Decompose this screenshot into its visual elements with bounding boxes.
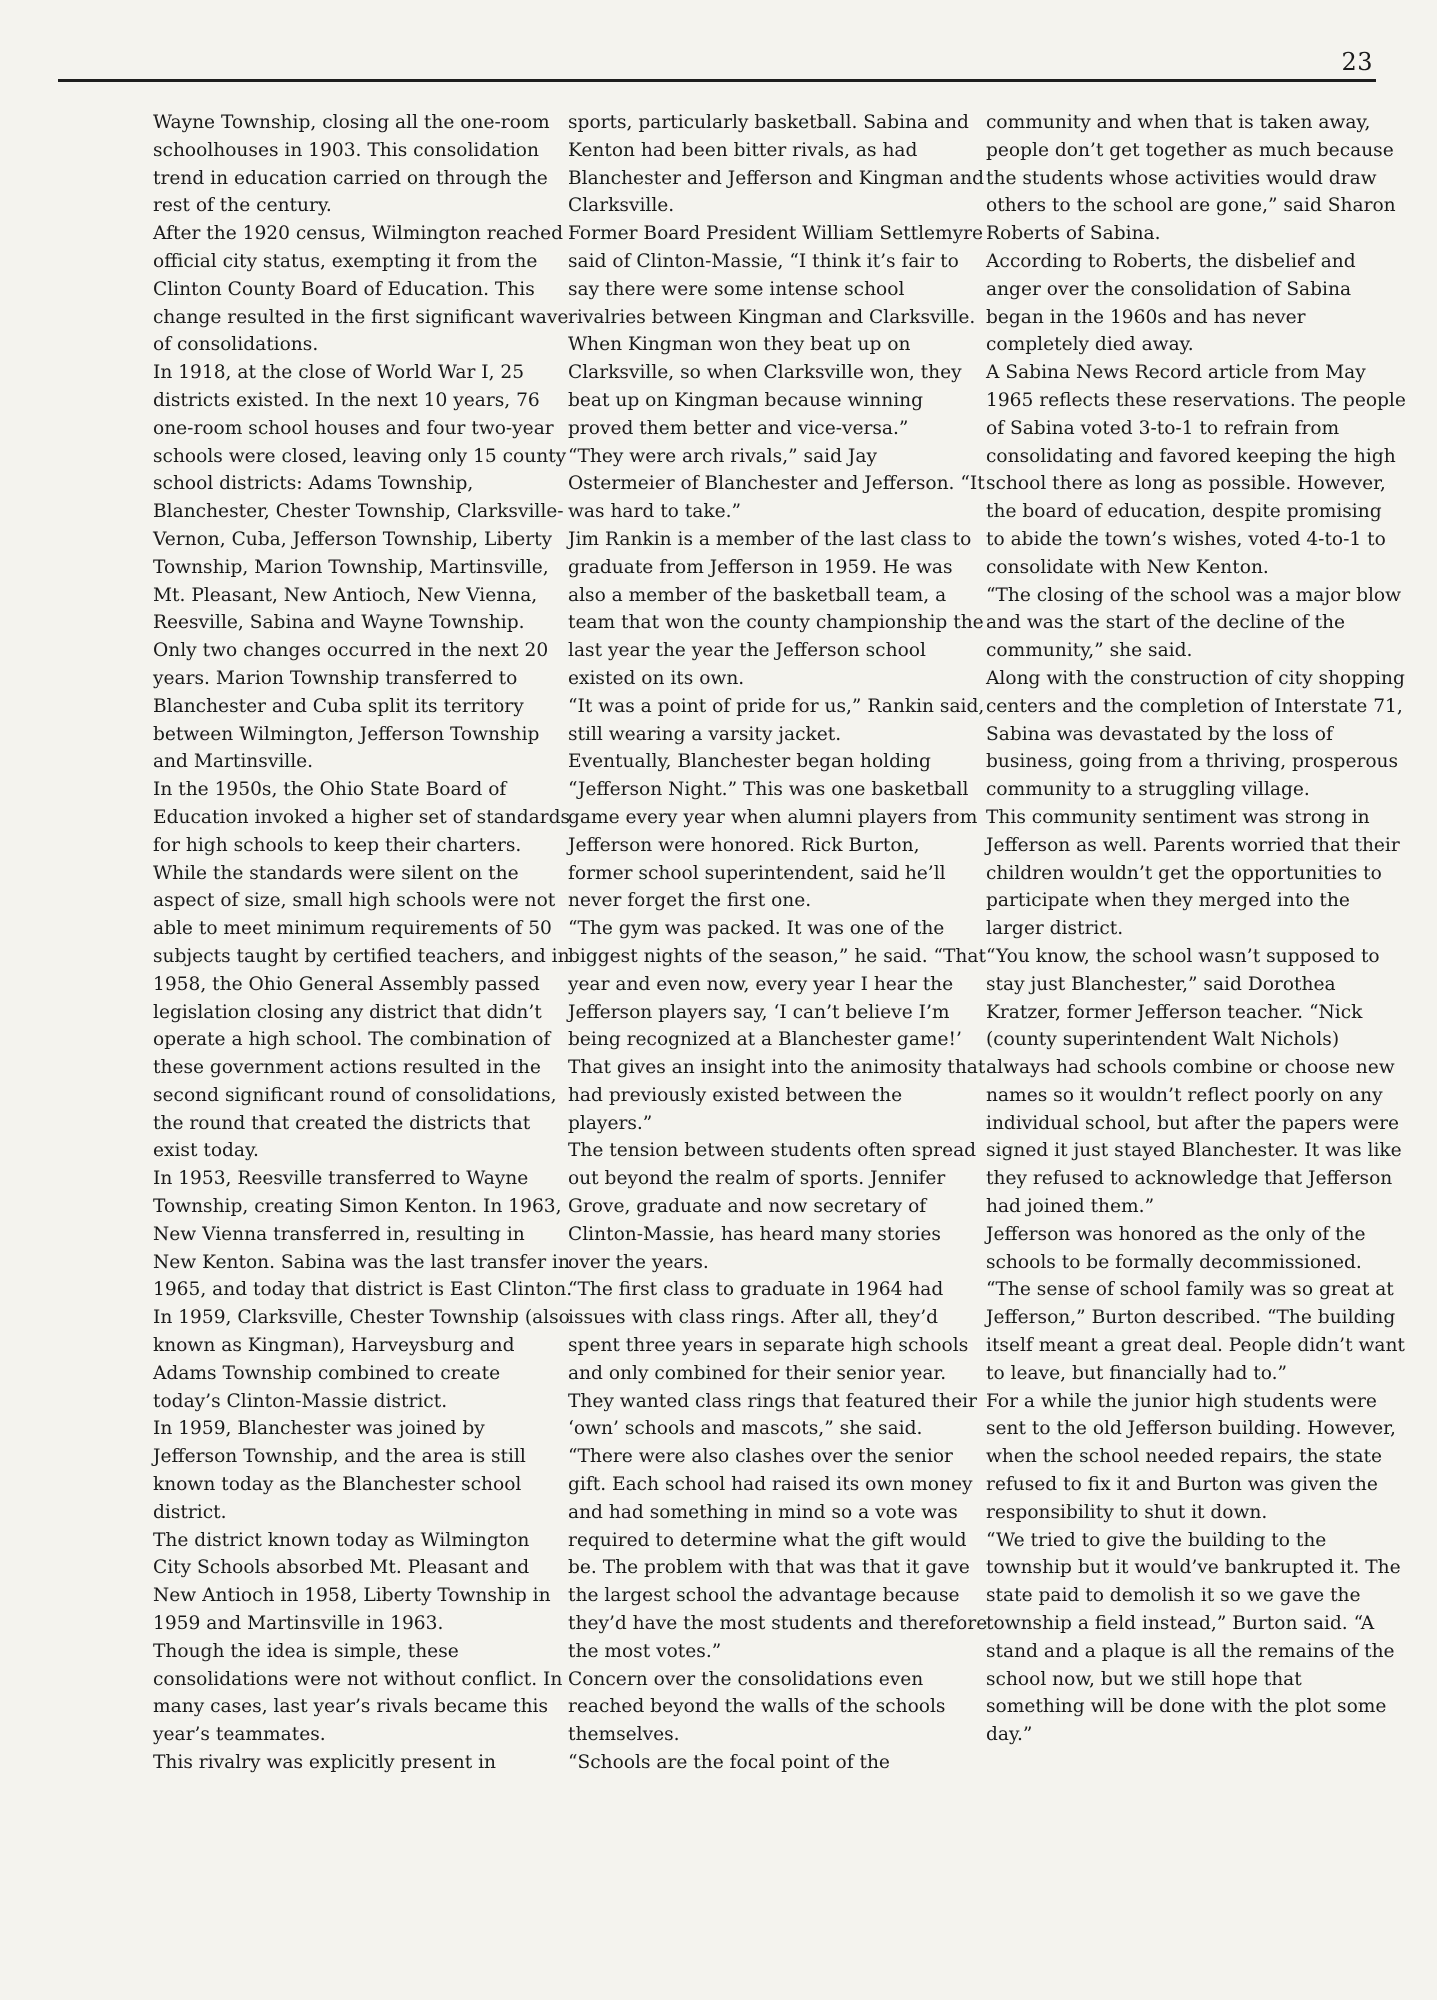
article-paragraph: A Sabina News Record article from May 1965 reflects these reservations. The people of Sabina voted 3-to-1 to refrain from consolidating and favored keeping the high school there as long as possible. However, the board of education, despite promising to abide the town’s wishes, voted 4-to-1 to consolidate with New Kenton. [986, 362, 1406, 578]
article-paragraph: “It was a point of pride for us,” Rankin said, still wearing a varsity jacket. [568, 695, 985, 745]
article-paragraph: “They were arch rivals,” said Jay Ostermeier of Blanchester and Jefferson. “It was hard to take.” [568, 445, 985, 523]
page-number: 23 [1341, 48, 1373, 76]
article-paragraph: sports, particularly basketball. Sabina and Kenton had been bitter rivals, as had Blanchester and Jefferson and Kingman and Clarksville. [568, 112, 985, 217]
article-paragraph: In 1918, at the close of World War I, 25 districts existed. In the next 10 years, 76 one-room school houses and four two-year schools were closed, leaving only 15 county school districts: Adams Township, Blanchester, Chester Township, Clarksville-Vernon, Cuba, Jefferson Township, Liberty Township, Marion Township, Martinsville, Mt. Pleasant, New Antioch, New Vienna, Reesville, Sabina and Wayne Township. [153, 362, 567, 634]
article-paragraph: For a while the junior high students were sent to the old Jefferson building. However, when the school needed repairs, the state refused to fix it and Burton was given the responsibility to shut it down. [986, 1390, 1396, 1523]
article-paragraph: “The gym was packed. It was one of the biggest nights of the season,” he said. “That year and even now, every year I hear the Jefferson players say, ‘I can’t believe I’m being recognized at a Blanchester game!’ That gives an insight into the animosity that had previously existed between the players.” [568, 918, 986, 1134]
article-paragraph: Wayne Township, closing all the one-room schoolhouses in 1903. This consolidation trend in education carried on through the rest of the century. [153, 112, 550, 217]
article-paragraph: This rivalry was explicitly present in [153, 1752, 497, 1774]
article-paragraph: “You know, the school wasn’t supposed to stay just Blanchester,” said Dorothea Kratzer, former Jefferson teacher. “Nick (county superintendent Walt Nichols) always had schools combine or choose new names so it wouldn’t reflect poorly on any individual school, but after the papers were signed it just stayed Blanchester. It was like they refused to acknowledge that Jefferson had joined them.” [986, 945, 1402, 1218]
article-paragraph: Concern over the consolidations even reached beyond the walls of the schools themselves. [568, 1668, 946, 1746]
article-paragraph: After the 1920 census, Wilmington reached official city status, exempting it from the Clinton County Board of Education. This change resulted in the first significant wave of consolidations. [153, 223, 569, 356]
article-column-3 [986, 109, 1406, 1749]
article-paragraph: Jefferson was honored as the only of the schools to be formally decommissioned. [986, 1223, 1366, 1273]
article-column-2 [568, 109, 988, 1777]
article-paragraph: Eventually, Blanchester began holding “Jefferson Night.” This was one basketball game every year when alumni players from Jefferson were honored. Rick Burton, former school superintendent, said he’ll never forget the first one. [568, 751, 978, 912]
article-paragraph: Former Board President William Settlemyre said of Clinton-Massie, “I think it’s fair to say there were some intense school rivalries between Kingman and Clarksville. When Kingman won they beat up on Clarksville, so when Clarksville won, they beat up on Kingman because winning proved them better and vice-versa.” [568, 223, 984, 439]
article-paragraph: “The sense of school family was so great at Jefferson,” Burton described. “The building itself meant a great deal. People didn’t want to leave, but financially had to.” [986, 1279, 1405, 1384]
article-paragraph: The district known today as Wilmington City Schools absorbed Mt. Pleasant and New Antioch in 1958, Liberty Township in 1959 and Martinsville in 1963. [153, 1529, 551, 1635]
article-paragraph: Only two changes occurred in the next 20 years. Marion Township transferred to Blanchester and Cuba split its territory between Wilmington, Jefferson Township and Martinsville. [153, 640, 549, 773]
article-paragraph: “The closing of the school was a major blow and was the start of the decline of the community,” she said. [986, 584, 1402, 662]
article-paragraph: This community sentiment was strong in Jefferson as well. Parents worried that their children wouldn’t get the opportunities to participate when they merged into the larger district. [986, 806, 1400, 940]
article-column-1 [153, 109, 573, 1777]
article-paragraph: In the 1950s, the Ohio State Board of Education invoked a higher set of standards for high schools to keep their charters. While the standards were silent on the aspect of size, small high schools were not able to meet minimum requirements of 50 subjects taught by certified teachers, and in 1958, the Ohio General Assembly passed legislation closing any district that didn’t operate a high school. The combination of these government actions resulted in the second significant round of consolidations, the round that created the districts that exist today. [153, 779, 571, 1162]
article-paragraph: In 1959, Clarksville, Chester Township (also known as Kingman), Harveysburg and Adams Township combined to create today’s Clinton-Massie district. [153, 1307, 570, 1412]
article-paragraph: “The first class to graduate in 1964 had issues with class rings. After all, they’d spent three years in separate high schools and only combined for their senior year. They wanted class rings that featured their ‘own’ schools and mascots,” she said. “There were also clashes over the senior gift. Each school had raised its own money and had something in mind so a vote was required to determine what the gift would be. The problem with that was that it gave the largest school the advantage because they’d have the most students and therefore the most votes.” [568, 1279, 988, 1662]
article-paragraph: In 1959, Blanchester was joined by Jefferson Township, and the area is still known today as the Blanchester school district. [153, 1418, 526, 1523]
header-rule [58, 79, 1376, 82]
article-paragraph: “We tried to give the building to the township but it would’ve bankrupted it. The state paid to demolish it so we gave the township a field instead,” Burton said. “A stand and a plaque is all the remains of the school now, but we still hope that something will be done with the plot some day.” [986, 1529, 1401, 1746]
article-paragraph: According to Roberts, the disbelief and anger over the consolidation of Sabina began in the 1960s and has never completely died away. [986, 250, 1356, 356]
article-paragraph: The tension between students often spread out beyond the realm of sports. Jennifer Grove, graduate and now secretary of Clinton-Massie, has heard many stories over the years. [568, 1140, 977, 1273]
article-paragraph: Jim Rankin is a member of the last class to graduate from Jefferson in 1959. He was also a member of the basketball team, a team that won the county championship the last year the year the Jefferson school existed on its own. [568, 528, 984, 689]
article-paragraph: Though the idea is simple, these consolidations were not without conflict. In many cases, last year’s rivals became this year’s teammates. [153, 1640, 563, 1746]
article-paragraph: “Schools are the focal point of the [568, 1752, 890, 1774]
article-paragraph: community and when that is taken away, people don’t get together as much because the students whose activities would draw others to the school are gone,” said Sharon Roberts of Sabina. [986, 112, 1396, 245]
article-paragraph: In 1953, Reesville transferred to Wayne Township, creating Simon Kenton. In 1963, New Vienna transferred in, resulting in New Kenton. Sabina was the last transfer in 1965, and today that district is East Clinton. [153, 1168, 573, 1301]
article-paragraph: Along with the construction of city shopping centers and the completion of Interstate 71, Sabina was devastated by the loss of business, going from a thriving, prosperous community to a struggling village. [986, 667, 1405, 801]
